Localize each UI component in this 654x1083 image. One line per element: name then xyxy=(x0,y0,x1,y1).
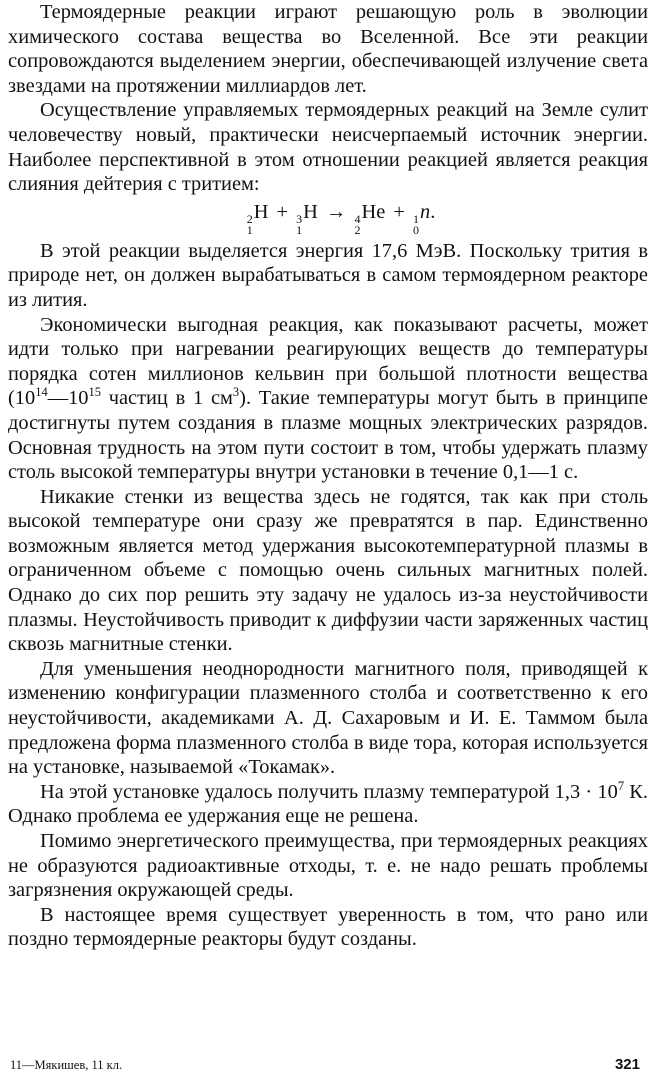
plus-sign: + xyxy=(276,200,289,223)
neutron-charge-number: 0 xyxy=(412,222,419,237)
tritium-charge-number: 1 xyxy=(296,222,303,237)
text-fragment: ). Такие температуры могут быть в принципе достигнуты путем создания в плазме мощных электрических разрядов. Основная трудность на этом пути состоит в том, чтобы удержать плазму столь высокой температуры внутри установки в течение 0,1—1 с. xyxy=(8,387,648,484)
exponent: 14 xyxy=(35,385,48,400)
neutron-mass-number: 1 xyxy=(412,211,419,226)
deuterium-mass-number: 2 xyxy=(246,211,253,226)
paragraph-tokamak: Для уменьшения неоднородности магнитного поля, приводящей к изменению конфигурации плазменного столба и соответственно к его неустойчивости, академиками А. Д. Сахаровым и И. Е. Таммом была предложена форма плазменного столба в виде тора, которая используется на установке, называемой «Токамак». xyxy=(8,657,648,779)
tritium-mass-number: 3 xyxy=(296,211,303,226)
paragraph-thermonuclear-intro: Термоядерные реакции играют решающую роль в эволюции химического состава вещества во Вселенной. Все эти реакции сопровождаются выделением энергии, обеспечивающей излучение света звездами на протяжении миллиардов лет. xyxy=(8,1,648,97)
paragraph-controlled-fusion: Осуществление управляемых термоядерных реакций на Земле сулит человечеству новый, практически неисчерпаемый источник энергии. Наиболее перспективной в этом отношении реакцией является реакция слияния дейтерия с тритием: xyxy=(8,99,648,196)
paragraph-economic-reaction xyxy=(8,313,648,485)
signature-mark: 11—Мякишев, 11 кл. xyxy=(10,1058,123,1072)
tritium-symbol: H xyxy=(303,200,318,223)
exponent: 3 xyxy=(232,385,240,400)
deuterium-charge-number: 1 xyxy=(246,222,253,237)
helium-charge-number: 2 xyxy=(354,222,361,237)
helium-indices xyxy=(354,211,361,237)
page-body xyxy=(8,0,648,952)
text-fragment: К. Однако проблема ее удержания еще не решена. xyxy=(8,780,649,828)
formula-end-period: . xyxy=(430,200,436,223)
text-fragment: частиц в 1 см xyxy=(100,387,233,410)
paragraph-future-reactors: В настоящее время существует уверенность в том, что рано или поздно термоядерные реакторы будут созданы. xyxy=(8,903,648,951)
neutron-indices xyxy=(412,211,419,237)
page-footer xyxy=(10,1056,640,1076)
helium-mass-number: 4 xyxy=(354,211,361,226)
paragraph-no-radioactive-waste: Помимо энергетического преимущества, при термоядерных реакциях не образуются радиоактивные отходы, т. е. не надо решать проблемы загрязнения окружающей среды. xyxy=(8,830,648,902)
paragraph-plasma-temperature xyxy=(8,780,648,829)
fusion-reaction-formula xyxy=(8,197,648,236)
tritium-indices xyxy=(296,211,303,237)
plus-sign: + xyxy=(393,200,405,223)
paragraph-energy-release: В этой реакции выделяется энергия 17,6 МэВ. Поскольку трития в природе нет, он должен вырабатываться в самом термоядерном реакторе из лития. xyxy=(8,239,648,311)
reaction-arrow: → xyxy=(325,200,347,223)
exponent: 15 xyxy=(88,385,101,400)
deuterium-symbol: H xyxy=(253,200,269,223)
text-fragment: —10 xyxy=(47,387,89,410)
page-number: 321 xyxy=(614,1056,640,1073)
text-fragment: Экономически выгодная реакция, как показывают расчеты, может идти только при нагревании реагирующих веществ до температуры порядка сотен миллионов кельвин при большой плотности вещества (10 xyxy=(8,313,648,410)
text-fragment: На этой установке удалось получить плазму температурой 1,3 · 10 xyxy=(40,780,618,803)
helium-symbol: He xyxy=(361,200,386,223)
neutron-symbol: n xyxy=(419,200,431,223)
paragraph-magnetic-confinement: Никакие стенки из вещества здесь не годятся, так как при столь высокой температуре они сразу же превратятся в пар. Единственно возможным является метод удержания высокотемпературной плазмы в ограниченном объеме с помощью очень сильных магнитных полей. Однако до сих пор решить эту задачу не удалось из-за неустойчивости плазмы. Неустойчивость приводит к диффузии части заряженных частиц сквозь магнитные стенки. xyxy=(8,485,648,656)
exponent: 7 xyxy=(617,778,625,793)
deuterium-indices xyxy=(246,211,253,237)
